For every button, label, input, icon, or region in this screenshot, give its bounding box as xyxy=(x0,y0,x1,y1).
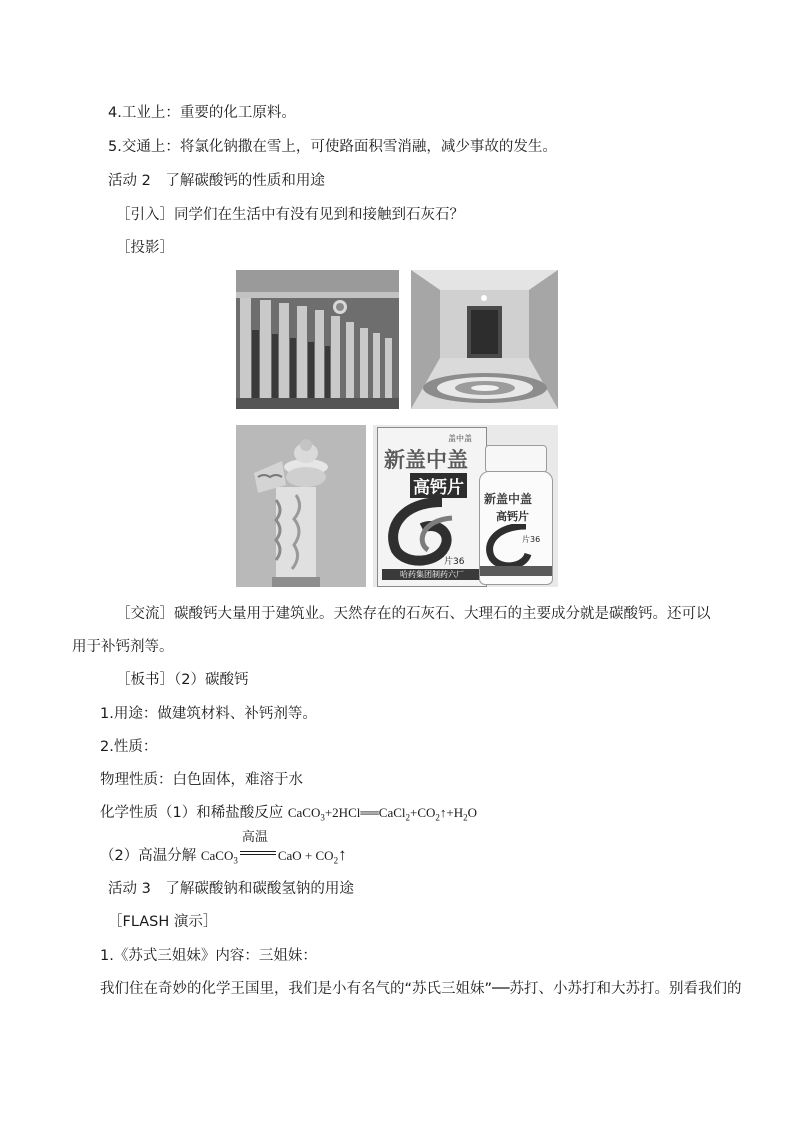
bottle-product: 高钙片 xyxy=(496,510,529,523)
equation-hcl: $CaCO_3+2HCl══CaCl_2+CO_2↑+H_2O$ xyxy=(287,805,478,823)
blackboard-heading: ［板书］（2）碳酸钙 xyxy=(116,672,249,688)
physical-properties: 物理性质：白色固体，难溶于水 xyxy=(100,772,303,788)
photo-calcium-tablets xyxy=(373,425,558,587)
text-line-industry: 4.工业上：重要的化工原料。 xyxy=(108,105,296,121)
bottle-count: 片36 xyxy=(522,535,541,544)
tablet-box xyxy=(377,427,487,587)
box-maker: 哈药集团制药六厂 xyxy=(382,569,482,580)
tablet-bottle xyxy=(477,445,553,585)
activity-2-heading: 活动 2 了解碳酸钙的性质和用途 xyxy=(108,173,325,189)
box-product: 高钙片 xyxy=(410,473,467,498)
box-count: 片36 xyxy=(444,557,465,567)
reaction-condition: 高温 xyxy=(241,830,268,845)
text-line-traffic: 5.交通上：将氯化钠撒在雪上，可使路面积雪消融，减少事故的发生。 xyxy=(108,139,557,155)
equation-decomposition: CaCO$_3$ 高温 CaO + $CO_2↑$ xyxy=(200,830,347,866)
photo-great-hall xyxy=(236,270,399,409)
exchange-paragraph: ［交流］碳酸钙大量用于建筑业。天然存在的石灰石、大理石的主要成分就是碳酸钙。还可以用于补钙剂等。 xyxy=(72,606,711,655)
chemical-properties-line xyxy=(100,803,477,828)
three-sisters-title: 1.《苏式三姐妹》内容：三姐妹： xyxy=(100,948,317,964)
bottle-brand: 新盖中盖 xyxy=(484,492,533,506)
properties-label: 2.性质： xyxy=(100,739,158,755)
decomposition-line xyxy=(100,830,347,871)
flash-demo-label: ［FLASH 演示］ xyxy=(108,914,218,930)
photo-huabiao-column xyxy=(236,425,366,587)
box-brand-small: 盖中盖 xyxy=(448,434,472,443)
photo-marble-hall xyxy=(411,270,558,409)
chemical-properties-label: 化学性质（1）和稀盐酸反应 xyxy=(100,805,284,821)
projection-label: ［投影］ xyxy=(116,240,174,256)
usage-line: 1.用途：做建筑材料、补钙剂等。 xyxy=(100,706,317,722)
decomposition-label: （2）高温分解 xyxy=(100,848,197,864)
box-brand: 新盖中盖 xyxy=(384,448,468,472)
activity-3-heading: 活动 3 了解碳酸钠和碳酸氢钠的用途 xyxy=(108,881,354,897)
three-sisters-text: 我们住在奇妙的化学王国里，我们是小有名气的“苏氏三姐妹”──苏打、小苏打和大苏打。别看我们的 xyxy=(100,981,742,997)
intro-question: ［引入］同学们在生活中有没有见到和接触到石灰石？ xyxy=(116,207,464,223)
